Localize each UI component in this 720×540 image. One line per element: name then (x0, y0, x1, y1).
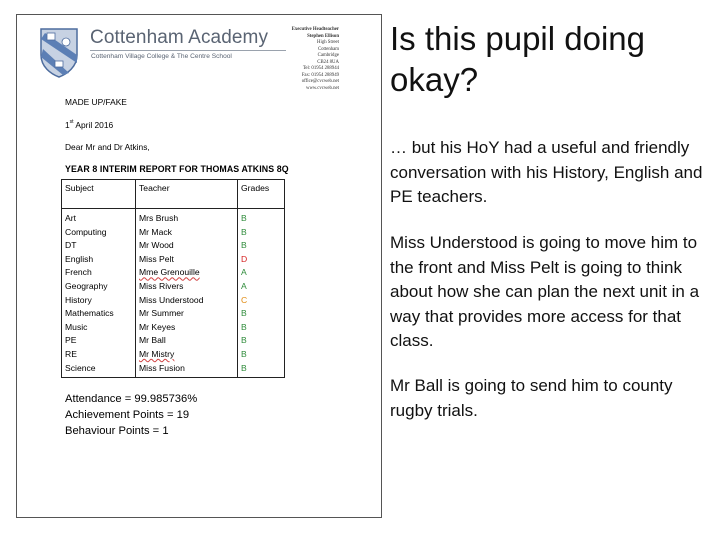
behaviour-text: Behaviour Points = 1 (65, 425, 169, 437)
salutation: Dear Mr and Dr Atkins, (65, 142, 150, 152)
subject-cell: French (62, 266, 136, 280)
teacher-cell: Mr Mack (136, 226, 238, 240)
teacher-cell: Mrs Brush (136, 209, 238, 226)
commentary-paragraph-1: … but his HoY had a useful and friendly conversation with his History, English and PE teachers. (390, 138, 703, 206)
slide-heading: Is this pupil doing okay? (390, 20, 645, 98)
teacher-cell: Miss Understood (136, 294, 238, 308)
table-row (62, 253, 285, 267)
subject-cell: History (62, 294, 136, 308)
subject-cell: Mathematics (62, 307, 136, 321)
grade-cell: B (238, 239, 285, 253)
subject-cell: Geography (62, 280, 136, 294)
teacher-cell: Miss Fusion (136, 362, 238, 378)
grade-cell: C (238, 294, 285, 308)
grade-cell: B (238, 362, 285, 378)
table-row (62, 307, 285, 321)
contact-line: Executive Headteacher (291, 27, 339, 32)
subject-cell: Music (62, 321, 136, 335)
grade-cell: B (238, 307, 285, 321)
school-name: Cottenham Academy (90, 27, 269, 48)
contact-line: Cambridge (317, 53, 339, 58)
contact-line: Stephen Ellison (307, 33, 339, 39)
grades-table (61, 179, 285, 378)
grade-cell: B (238, 321, 285, 335)
teacher-cell: Miss Pelt (136, 253, 238, 267)
table-row (62, 362, 285, 378)
contact-line: office@cvcweb.net (301, 79, 339, 84)
grade-cell: B (238, 209, 285, 226)
subject-cell: Art (62, 209, 136, 226)
subject-cell: Science (62, 362, 136, 378)
teacher-cell: Mme Grenouille (136, 266, 238, 280)
grade-cell: B (238, 226, 285, 240)
grade-cell: D (238, 253, 285, 267)
table-row (62, 209, 285, 226)
table-row (62, 294, 285, 308)
grades-table-header (62, 180, 285, 209)
school-subtitle: Cottenham Village College & The Centre School (91, 53, 232, 60)
made-up-note: MADE UP/FAKE (65, 97, 127, 107)
header-teacher: Teacher (136, 180, 238, 209)
contact-line: Cottenham (317, 46, 339, 52)
report-title: YEAR 8 INTERIM REPORT FOR THOMAS ATKINS 8Q (65, 164, 289, 174)
grade-cell: A (238, 280, 285, 294)
commentary-paragraph-3: Mr Ball is going to send him to county rugby trials. (390, 376, 673, 420)
contact-block (249, 27, 339, 92)
subject-cell: RE (62, 348, 136, 362)
table-row (62, 239, 285, 253)
table-row (62, 280, 285, 294)
subject-cell: DT (62, 239, 136, 253)
subject-cell: PE (62, 334, 136, 348)
table-row (62, 348, 285, 362)
attendance-text: Attendance = 99.985736% (65, 393, 198, 405)
achievement-text: Achievement Points = 19 (65, 409, 190, 421)
grade-cell: B (238, 334, 285, 348)
table-row (62, 226, 285, 240)
teacher-cell: Mr Keyes (136, 321, 238, 335)
table-row (62, 334, 285, 348)
contact-line: Tel: 01954 288944 (302, 66, 339, 71)
header-subject: Subject (62, 180, 136, 209)
report-letter (16, 14, 382, 518)
summary-block (65, 391, 197, 439)
table-row (62, 266, 285, 280)
teacher-cell: Miss Rivers (136, 280, 238, 294)
teacher-cell: Mr Ball (136, 334, 238, 348)
letter-date: 1st April 2016 (65, 119, 114, 130)
contact-line: High Street (317, 40, 339, 45)
grades-table-body (62, 209, 285, 378)
subject-cell: English (62, 253, 136, 267)
grade-cell: B (238, 348, 285, 362)
contact-line: CB24 8UA (317, 59, 339, 65)
teacher-cell: Mr Wood (136, 239, 238, 253)
commentary-paragraph-2: Miss Understood is going to move him to the front and Miss Pelt is going to think about how she can plan the next unit in a way that provides more access for that class. (390, 233, 700, 350)
teacher-cell: Mr Mistry (136, 348, 238, 362)
contact-line: Fax: 01954 288949 (301, 72, 339, 78)
school-crest-logo (39, 27, 79, 79)
grade-cell: A (238, 266, 285, 280)
contact-line: www.cvcweb.net (306, 85, 339, 91)
teacher-cell: Mr Summer (136, 307, 238, 321)
table-row (62, 321, 285, 335)
header-grades: Grades (238, 180, 285, 209)
subject-cell: Computing (62, 226, 136, 240)
